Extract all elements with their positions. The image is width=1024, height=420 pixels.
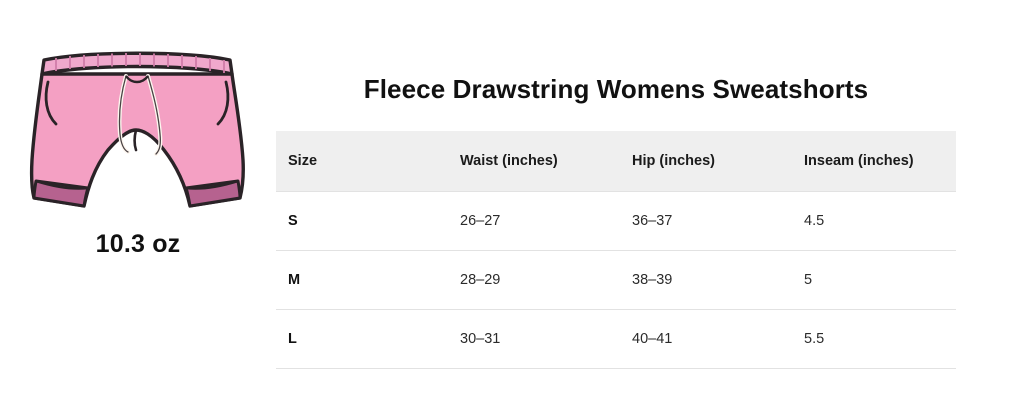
table-row: [276, 192, 956, 251]
column-header-inseam: Inseam (inches): [792, 131, 956, 192]
cell-inseam: 4.5: [792, 192, 956, 251]
cell-size: L: [276, 310, 448, 369]
table-header-row: [276, 131, 956, 192]
table-header: [276, 131, 956, 192]
cell-waist: 28–29: [448, 251, 620, 310]
page-title: Fleece Drawstring Womens Sweatshorts: [363, 74, 869, 104]
table-body: [276, 192, 956, 369]
cell-waist: 30–31: [448, 310, 620, 369]
cell-hip: 40–41: [620, 310, 792, 369]
column-header-size: Size: [276, 131, 448, 192]
cell-inseam: 5.5: [792, 310, 956, 369]
column-header-waist: Waist (inches): [448, 131, 620, 192]
table-row: [276, 310, 956, 369]
cell-hip: 38–39: [620, 251, 792, 310]
cell-size: M: [276, 251, 448, 310]
sweatshorts-illustration: [18, 38, 258, 213]
product-panel: [0, 0, 276, 420]
cell-waist: 26–27: [448, 192, 620, 251]
table-row: [276, 251, 956, 310]
cell-inseam: 5: [792, 251, 956, 310]
cell-size: S: [276, 192, 448, 251]
column-header-hip: Hip (inches): [620, 131, 792, 192]
content-panel: [276, 0, 1024, 420]
cell-hip: 36–37: [620, 192, 792, 251]
product-weight-label: 10.3 oz: [95, 230, 181, 258]
size-chart-table: [276, 131, 956, 369]
